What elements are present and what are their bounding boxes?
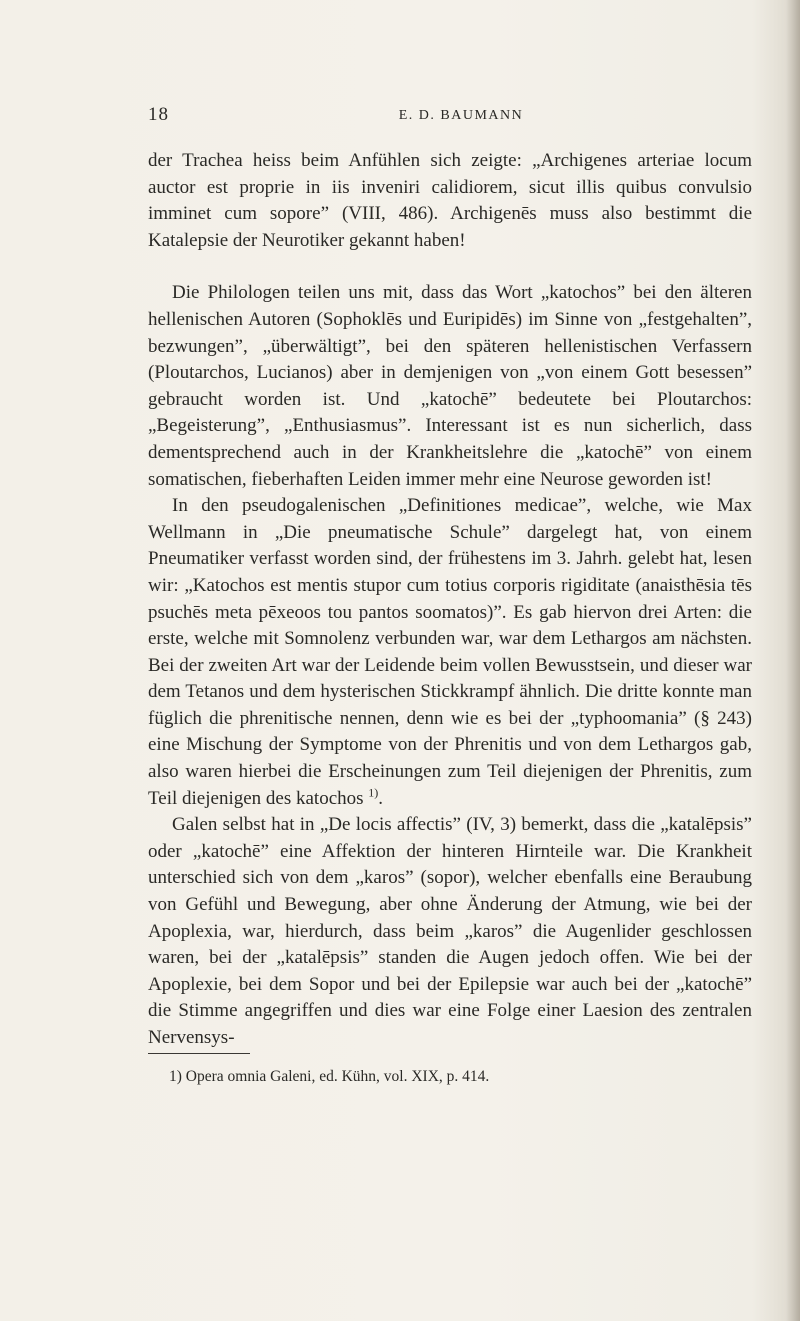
paragraph-4: Galen selbst hat in „De locis affectis” (IV, 3) bemerkt, dass die „katalēpsis” oder „katochē” eine Affektion der hinteren Hirnteile war. Die Krankheit unterschied sich von dem „karos” (sopor), welcher ebenfalls eine Beraubung von Gefühl und Bewegung, aber ohne Änderung der Atmung, wie bei der Apoplexia, war, hierdurch, dass beim „karos” die Augenlider geschlossen waren, bei der „katalēpsis” standen die Augen jedoch offen. Wie bei der Apoplexie, bei dem Sopor und bei der Epilepsie war auch bei der „katochē” die Stimme angegriffen und dies war eine Folge einer Laesion des zentralen Nervensys- xyxy=(148,814,752,1048)
footnote-divider xyxy=(148,1053,250,1054)
paragraph-3-end: . xyxy=(378,787,384,809)
page-header xyxy=(148,104,752,128)
paragraph-3-text: In den pseudogalenischen „Definitiones medicae”, welche, wie Max Wellmann in „Die pneumatische Schule” dargelegt hat, von einem Pneumatiker verfasst worden sind, der frühestens im 3. Jahrh. gelebt hat, lesen wir: „Katochos est mentis stupor cum totius corporis rigiditate (anaisthēsia tēs psuchēs meta pēxeoos tou pantos soomatos)”. Es gab hiervon drei Arten: die erste, welche mit Somnolenz verbunden war, war dem Lethargos am nächsten. Bei der zweiten Art war der Leidende beim vollen Bewusstsein, und dieser war dem Tetanos und dem hysterischen Stickkrampf ähnlich. Die dritte konnte man füglich die phrenitische nennen, denn wie es bei der „typhoomania” (§ 243) eine Mischung der Symptome von der Phrenitis und von dem Lethargos gab, also waren hierbei die Erscheinungen zum Teil diejenigen der Phrenitis, zum Teil diejenigen des katochos xyxy=(148,495,752,809)
paragraph-1: der Trachea heiss beim Anfühlen sich zeigte: „Archigenes arteriae locum auctor est proprie in iis inveniri calidiorem, sicut illis quibus convulsio imminet cum sopore” (VIII, 486). Archigenēs muss also bestimmt die Katalepsie der Neurotiker gekannt haben! xyxy=(148,150,752,251)
page-spine-shadow xyxy=(786,0,800,1321)
body-text xyxy=(148,148,752,1052)
page-number: 18 xyxy=(148,104,169,125)
running-head: E. D. BAUMANN xyxy=(398,108,524,123)
paragraph-2: Die Philologen teilen uns mit, dass das Wort „katochos” bei den älteren hellenischen Autoren (Sophoklēs und Euripidēs) im Sinne von „festgehalten”, bezwungen”, „überwältigt”, bei den späteren hellenistischen Verfassern (Ploutarchos, Lucianos) aber in demjenigen von „von einem Gott besessen” gebraucht worden ist. Und „katochē” bedeutete bei Ploutarchos: „Begeisterung”, „Enthusiasmus”. Interessant ist es nun sicherlich, dass dementsprechend auch in der Krankheitslehre die „katochē” von einem somatischen, fieberhaften Leiden immer mehr eine Neurose geworden ist! xyxy=(148,282,752,490)
footnote: 1) Opera omnia Galeni, ed. Kühn, vol. XIX, p. 414. xyxy=(169,1068,490,1085)
footnote-reference[interactable]: 1) xyxy=(368,785,379,800)
paragraph-3 xyxy=(148,493,752,812)
